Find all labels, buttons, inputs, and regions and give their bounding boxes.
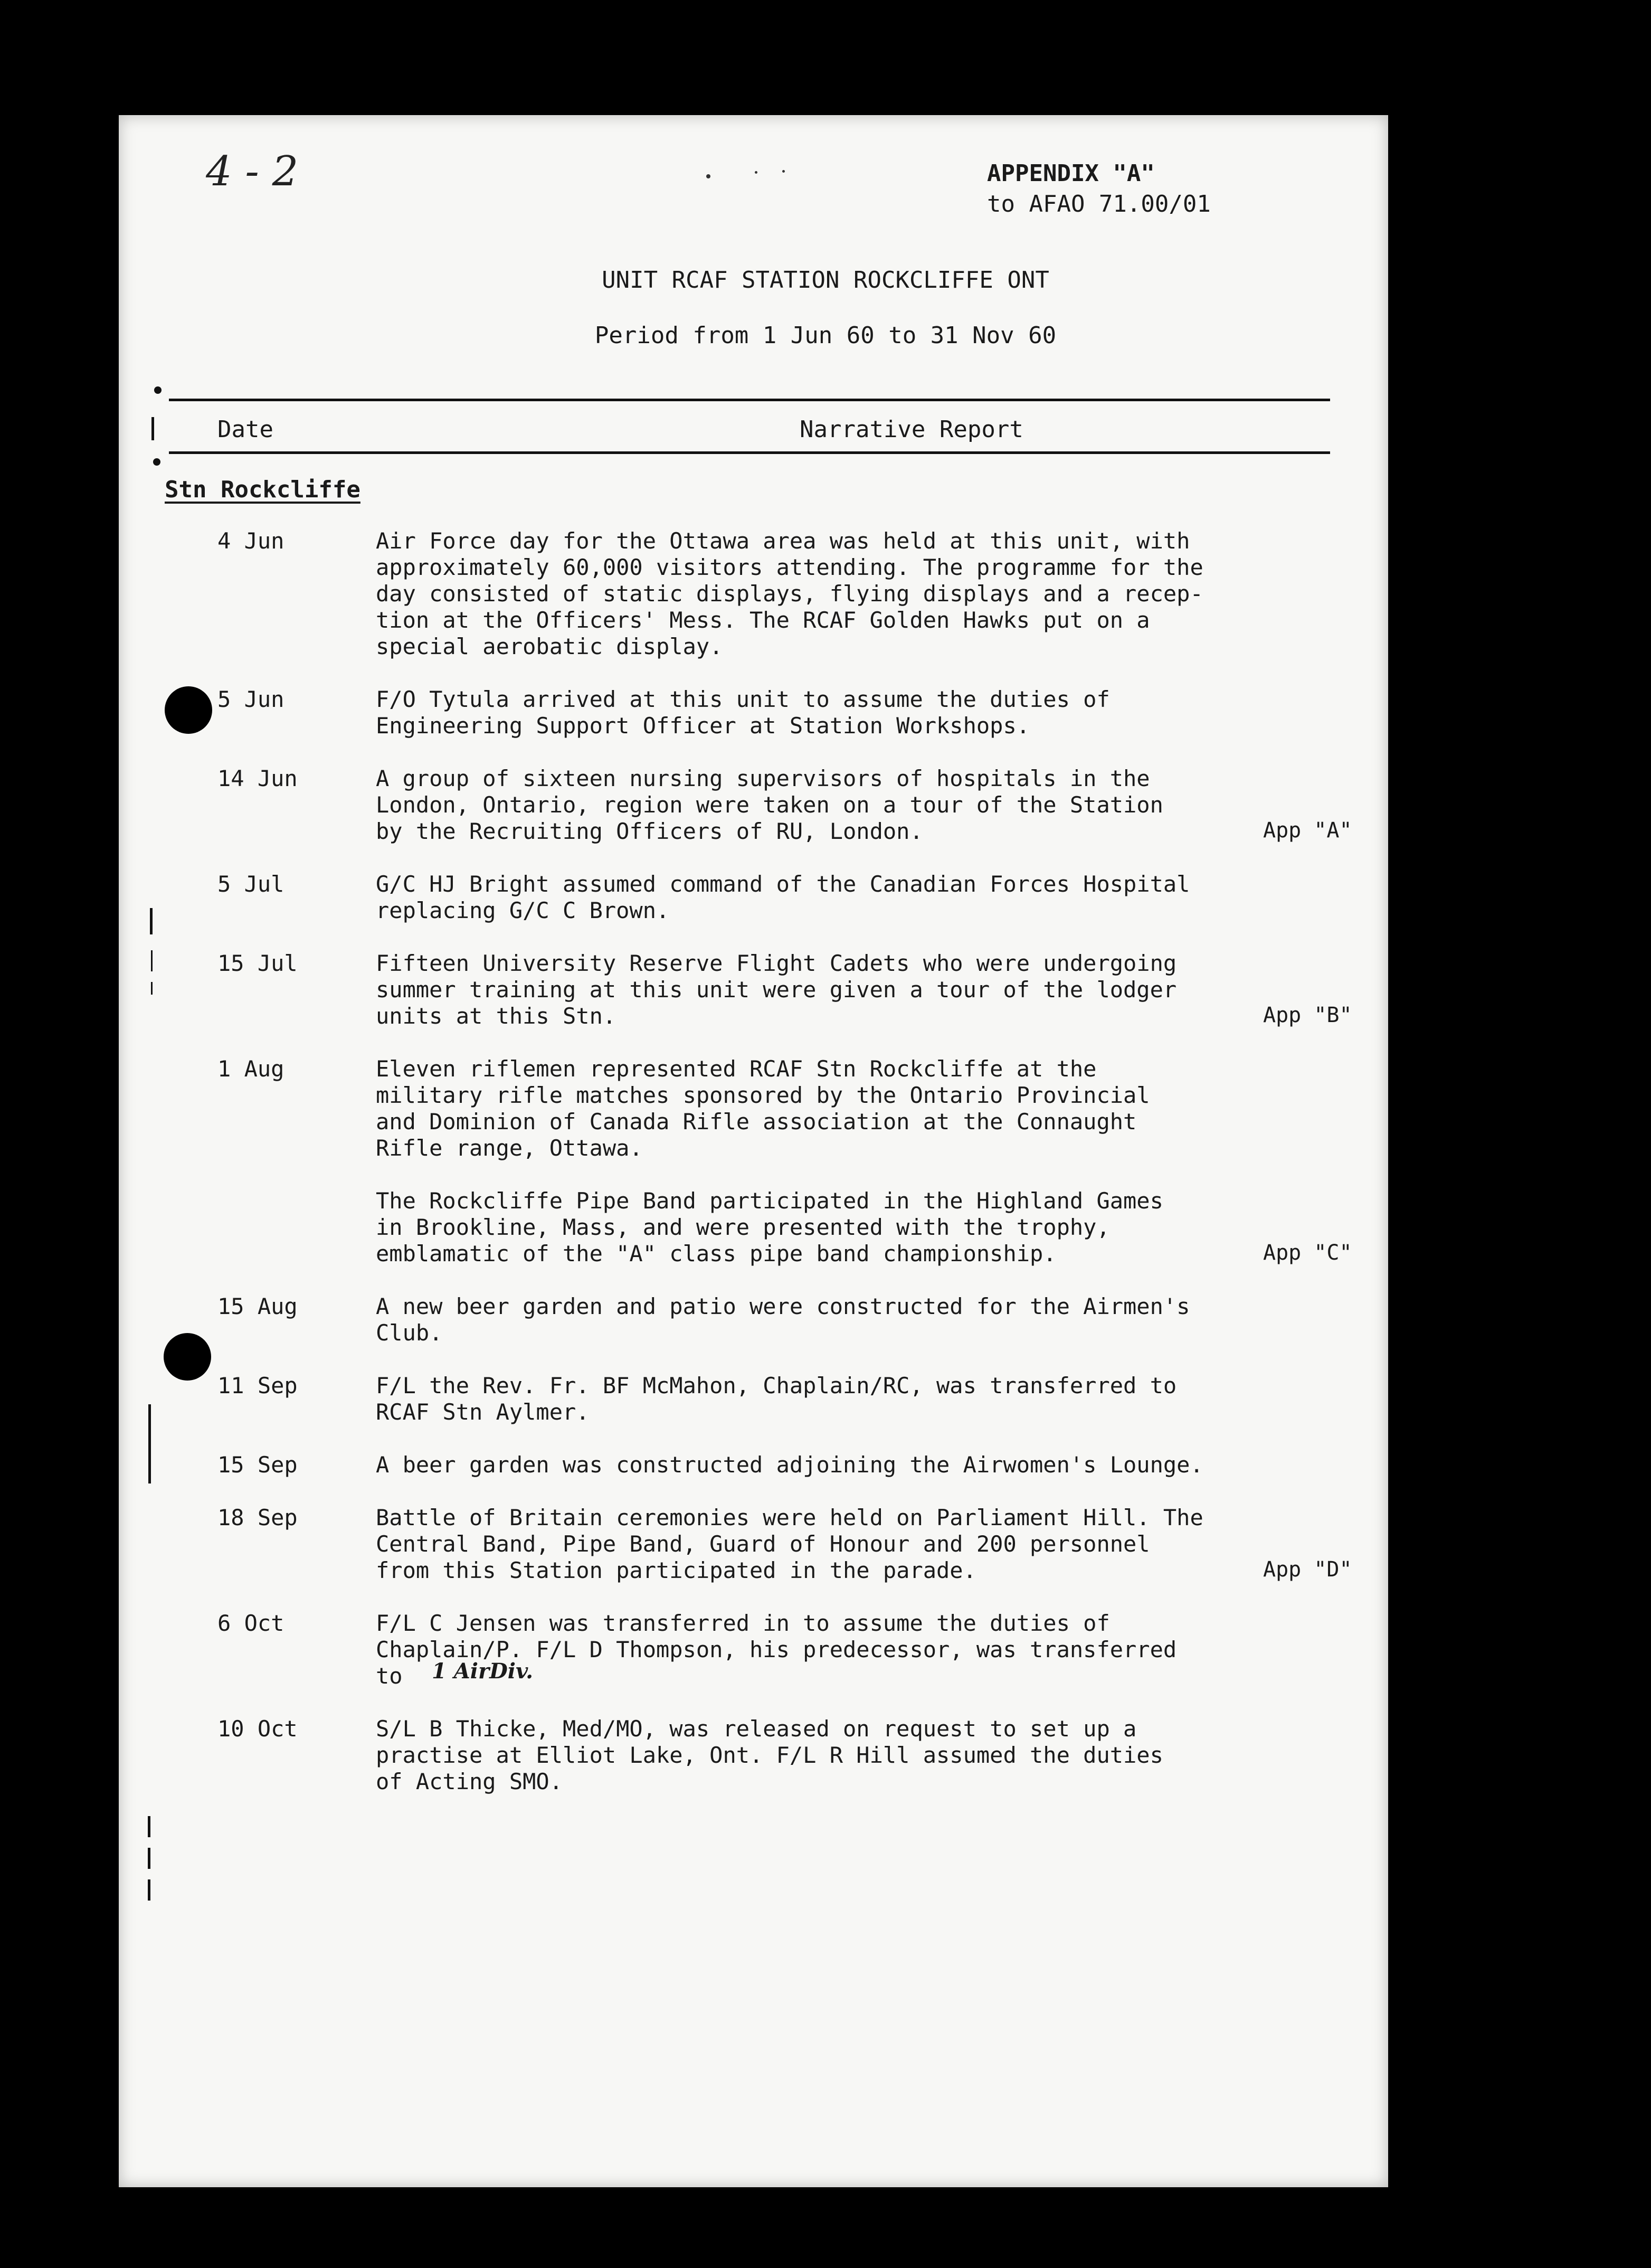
entry-date: 15 Sep bbox=[217, 1452, 298, 1478]
entry-date: 15 Aug bbox=[217, 1293, 298, 1319]
appendix-title: APPENDIX "A" bbox=[987, 160, 1155, 187]
entry-date: 4 Jun bbox=[217, 528, 284, 554]
entry-appendix: App "C" bbox=[1263, 1241, 1352, 1265]
entry-date: 5 Jul bbox=[217, 871, 284, 897]
section-title: Stn Rockcliffe bbox=[165, 476, 360, 503]
handwritten-page-number: 4 - 2 bbox=[206, 148, 299, 195]
entry-date: 1 Aug bbox=[217, 1056, 284, 1082]
margin-tick bbox=[148, 1848, 150, 1869]
period-line: Period from 1 Jun 60 to 31 Nov 60 bbox=[594, 322, 1057, 349]
entry-text: G/C HJ Bright assumed command of the Canadian Forces Hospital replacing G/C C Brown. bbox=[376, 871, 1190, 923]
entry-date: 6 Oct bbox=[217, 1610, 284, 1636]
unit-title: UNIT RCAF STATION ROCKCLIFFE ONT bbox=[602, 267, 1049, 294]
entry-appendix: App "D" bbox=[1263, 1557, 1352, 1582]
appendix-reference bbox=[987, 158, 1211, 220]
pin-mark bbox=[153, 458, 160, 466]
entry-date: 18 Sep bbox=[217, 1505, 298, 1530]
punch-hole bbox=[164, 1333, 211, 1381]
pin-mark bbox=[154, 386, 162, 394]
entry-appendix: App "B" bbox=[1263, 1003, 1352, 1027]
entry-date: 15 Jul bbox=[217, 950, 298, 976]
punch-hole bbox=[165, 686, 212, 734]
entry-text: Battle of Britain ceremonies were held on Parliament Hill. The Central Band, Pipe Band, Guard of Honour and 200 personnel from this Station participated in the parade. bbox=[376, 1505, 1203, 1583]
margin-tick bbox=[151, 982, 153, 995]
table-rule-top bbox=[169, 399, 1330, 401]
margin-tick bbox=[151, 950, 153, 971]
entry-text: Air Force day for the Ottawa area was held at this unit, with approximately 60,000 visitors attending. The programme for the day consisted of static displays, flying displays and a recep- tion at the Officers' Mess. The RCAF Golden Hawks put on a special aerobatic display. bbox=[376, 528, 1203, 659]
entry-date: 14 Jun bbox=[217, 766, 298, 791]
margin-tick bbox=[148, 1879, 150, 1901]
entry-text: A group of sixteen nursing supervisors of hospitals in the London, Ontario, region were taken on a tour of the Station by the Recruiting Officers of RU, London. bbox=[376, 766, 1163, 844]
stray-mark bbox=[782, 170, 785, 173]
entry-text: A beer garden was constructed adjoining the Airwomen's Lounge. bbox=[376, 1452, 1203, 1478]
entry-date: 5 Jun bbox=[217, 686, 284, 712]
entry-text: F/L the Rev. Fr. BF McMahon, Chaplain/RC, was transferred to RCAF Stn Aylmer. bbox=[376, 1373, 1177, 1425]
date-column-header: Date bbox=[217, 416, 273, 443]
entry-text: The Rockcliffe Pipe Band participated in the Highland Games in Brookline, Mass, and were presented with the trophy, emblamatic of the "A" class pipe band championship. bbox=[376, 1188, 1163, 1267]
entry-text: S/L B Thicke, Med/MO, was released on request to set up a practise at Elliot Lake, Ont. F/L R Hill assumed the duties of Acting SMO. bbox=[376, 1716, 1163, 1794]
entry-text: Eleven riflemen represented RCAF Stn Rockcliffe at the military rifle matches sponsored by the Ontario Provincial and Dominion of Canada Rifle association at the Connaught Rifle range, Ottawa. bbox=[376, 1056, 1150, 1161]
entry-date: 11 Sep bbox=[217, 1373, 298, 1398]
stray-mark bbox=[755, 171, 757, 174]
entry-text: Fifteen University Reserve Flight Cadets who were undergoing summer training at this unit were given a tour of the lodger units at this Stn. bbox=[376, 950, 1177, 1029]
margin-tick bbox=[151, 417, 154, 440]
narrative-column-header: Narrative Report bbox=[800, 416, 1023, 443]
entry-text: F/L C Jensen was transferred in to assume the duties of Chaplain/P. F/L D Thompson, his predecessor, was transferred to bbox=[376, 1610, 1177, 1689]
appendix-order: to AFAO 71.00/01 bbox=[987, 191, 1211, 218]
entry-date: 10 Oct bbox=[217, 1716, 298, 1742]
handwritten-transfer-note: 1 AirDiv. bbox=[432, 1659, 534, 1684]
margin-tick bbox=[150, 908, 153, 934]
entry-text: F/O Tytula arrived at this unit to assume the duties of Engineering Support Officer at Station Workshops. bbox=[376, 686, 1110, 739]
margin-tick bbox=[148, 1816, 150, 1837]
entry-appendix: App "A" bbox=[1263, 818, 1352, 843]
margin-tick bbox=[148, 1404, 151, 1483]
entry-text: A new beer garden and patio were constructed for the Airmen's Club. bbox=[376, 1293, 1190, 1346]
table-rule-bottom bbox=[169, 451, 1330, 454]
stray-mark bbox=[706, 174, 710, 178]
